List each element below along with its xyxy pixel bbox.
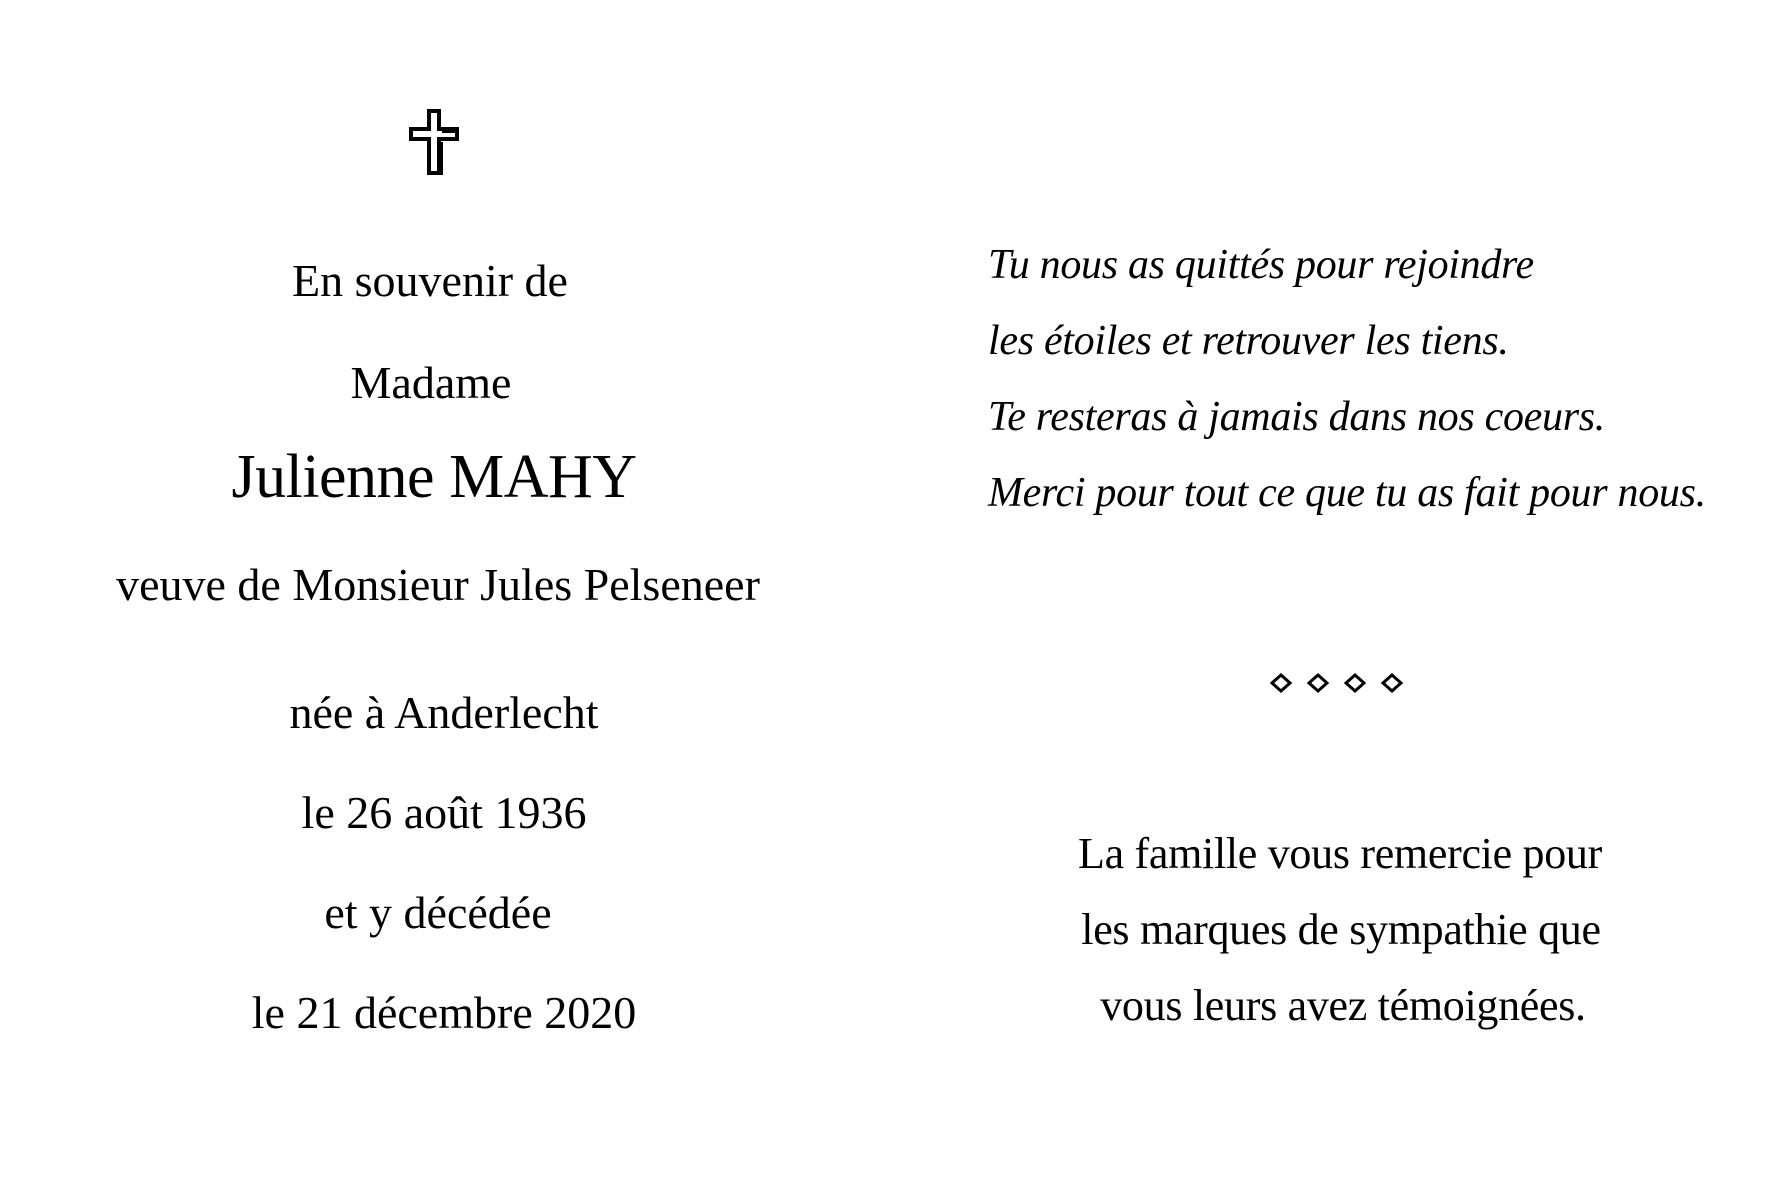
cross-icon: [406, 108, 462, 176]
poem-line: Merci pour tout ce que tu as fait pour nous.: [988, 470, 1706, 516]
widow-of-line: veuve de Monsieur Jules Pelseneer: [116, 559, 760, 610]
deceased-name: Julienne MAHY: [231, 443, 637, 511]
death-place: et y décédée: [324, 887, 552, 938]
poem-line: Te resteras à jamais dans nos coeurs.: [988, 394, 1605, 440]
thanks-line: les marques de sympathie que: [1081, 905, 1601, 954]
memorial-intro: En souvenir de: [292, 255, 568, 306]
thanks-line: La famille vous remercie pour: [1078, 829, 1602, 878]
death-date: le 21 décembre 2020: [251, 987, 637, 1038]
diamond-ornament-icon: [1266, 670, 1406, 696]
memorial-title: Madame: [350, 357, 512, 408]
poem-line: les étoiles et retrouver les tiens.: [988, 318, 1509, 364]
thanks-line: vous leurs avez témoignées.: [1100, 981, 1586, 1030]
poem-line: Tu nous as quittés pour rejoindre: [988, 242, 1534, 288]
birth-date: le 26 août 1936: [301, 787, 587, 838]
birth-place: née à Anderlecht: [289, 687, 599, 738]
